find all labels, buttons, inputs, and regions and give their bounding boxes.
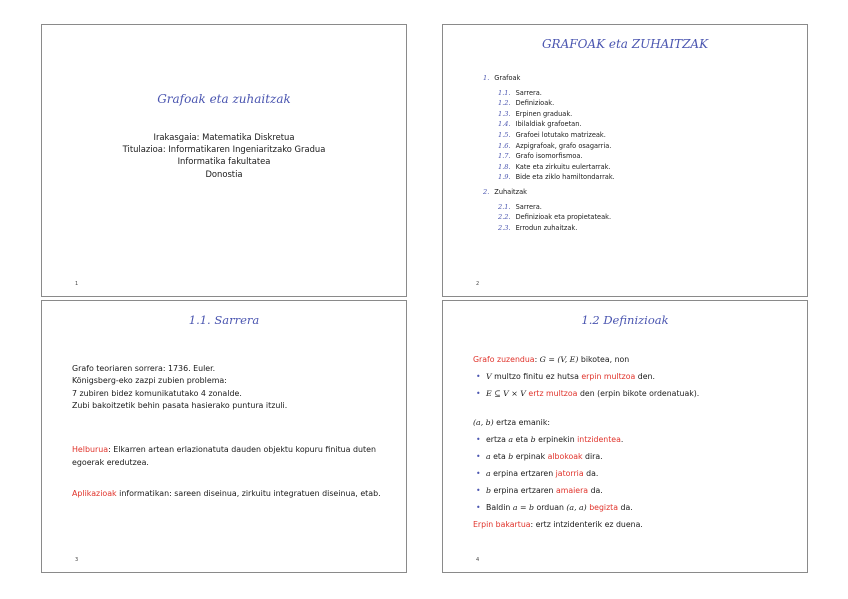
- page-number: 2: [476, 281, 480, 287]
- slide-title: Grafoak eta zuhaitzak: [157, 92, 291, 106]
- slide-title: GRAFOAK eta ZUHAITZAK: [541, 37, 709, 51]
- toc-item: 1.6. Azpigrafoak, grafo osagarria.: [498, 141, 612, 150]
- list-item: • ertza a eta b erpinekin intzidentea.: [473, 433, 803, 450]
- definitions-body: [473, 353, 803, 535]
- toc-item: 2.2. Definizioak eta propietateak.: [498, 213, 612, 222]
- directed-graph-def: Grafo zuzendua: G = (V, E) bikotea, non: [473, 355, 630, 364]
- list-item: • a eta b erpinak albokoak dira.: [473, 450, 803, 467]
- applications-paragraph: Aplikazioak informatikan: sareen diseinua, zirkuitu integratuen diseinua, etab.: [72, 489, 381, 498]
- table-of-contents: [483, 73, 615, 233]
- toc-item: 1.2. Definizioak.: [498, 99, 555, 108]
- slide-4: [442, 300, 808, 573]
- slide-2: [442, 24, 808, 297]
- list-item: • E ⊆ V × V ertz multzoa den (erpin bikote ordenatuak).: [473, 387, 803, 404]
- title-info: [42, 131, 406, 180]
- toc-item: 1.1. Sarrera.: [498, 88, 542, 97]
- toc-item: 1.3. Erpinen graduak.: [498, 109, 573, 118]
- toc-item: 1.7. Grafo isomorfismoa.: [498, 152, 583, 161]
- toc-item: 1.8. Kate eta zirkuitu eulertarrak.: [498, 162, 611, 171]
- toc-item: 2.1. Sarrera.: [498, 202, 542, 211]
- faculty-line: Informatika fakultatea: [177, 156, 271, 167]
- toc-section: 1. Grafoak: [483, 74, 521, 82]
- intro-paragraph: Grafo teoriaren sorrera: 1736. Euler. Königsberg-eko zazpi zubien problema: 7 zubiren bidez komunikatutako 4 zonalde. Zubi bakoitzetik behin pasata hasierako puntura itzuli.: [72, 364, 288, 411]
- slide-title: 1.1. Sarrera: [188, 313, 260, 327]
- page-number: 1: [75, 281, 79, 287]
- page-number: 3: [75, 557, 79, 563]
- list-item: • b erpina ertzaren amaiera da.: [473, 484, 803, 501]
- list-item: • a erpina ertzaren jatorria da.: [473, 467, 803, 484]
- toc-section: 2. Zuhaitzak: [483, 187, 527, 196]
- course-line: Irakasgaia: Matematika Diskretua: [153, 132, 295, 142]
- page-number: 4: [476, 557, 480, 563]
- toc-item: 2.3. Errodun zuhaitzak.: [498, 223, 578, 232]
- edge-intro: (a, b) ertza emanik:: [473, 418, 550, 427]
- city-line: Donostia: [205, 168, 243, 179]
- goal-paragraph: Helburua: Elkarren artean erlazionatuta dauden objektu kopuru finitua duten egoerak eredutzea.: [72, 445, 376, 467]
- slide-3: [41, 300, 407, 573]
- toc-item: 1.5. Grafoei lotutako matrizeak.: [498, 130, 606, 139]
- slide-title: 1.2 Definizioak: [581, 313, 669, 327]
- slide-1: [41, 24, 407, 297]
- toc-item: 1.4. Ibilaldiak grafoetan.: [498, 120, 582, 129]
- list-item: • V multzo finitu ez hutsa erpin multzoa den.: [473, 370, 803, 387]
- degree-line: Titulazioa: Informatikaren Ingeniaritzako Gradua: [122, 144, 326, 155]
- list-item: • Baldin a = b orduan (a, a) begizta da.: [473, 501, 803, 518]
- isolated-vertex-def: Erpin bakartua: ertz intzidenterik ez duena.: [473, 520, 643, 529]
- toc-item: 1.9. Bide eta ziklo hamiltondarrak.: [498, 173, 615, 182]
